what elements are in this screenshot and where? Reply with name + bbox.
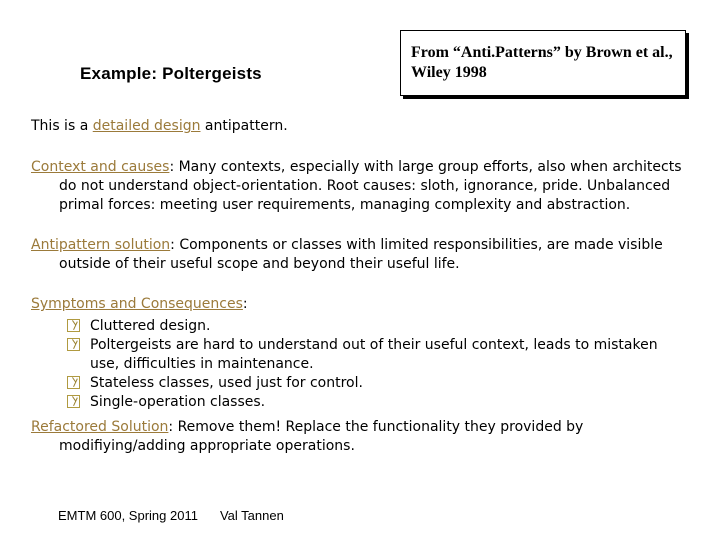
refactored-text-first: : Remove them! Replace the functionality they provided by	[168, 419, 584, 435]
context-paragraph	[31, 158, 691, 215]
checkbox-bullet-icon	[67, 319, 80, 332]
checkbox-bullet-icon	[67, 338, 80, 351]
list-item-text-first: Poltergeists are hard to understand out of their useful context, leads to mistaken	[90, 337, 658, 353]
source-citation-box	[400, 30, 686, 96]
checkbox-bullet-icon	[67, 395, 80, 408]
symptoms-heading	[31, 295, 691, 314]
antipattern-solution-link[interactable]: Antipattern solution	[31, 237, 171, 253]
footer-course: EMTM 600, Spring 2011	[58, 508, 198, 523]
list-item-text: Single-operation classes.	[90, 394, 266, 410]
symptoms-consequences-link[interactable]: Symptoms and Consequences	[31, 296, 243, 312]
list-item	[67, 374, 687, 393]
footer-author: Val Tannen	[219, 508, 284, 523]
symptoms-list	[67, 317, 687, 412]
context-text-rest: do not understand object-orientation. Root causes: sloth, ignorance, pride. Unbalanced primal forces: meeting user requirements, managing complexity and abstraction.	[59, 178, 671, 213]
refactored-solution-link[interactable]: Refactored Solution	[31, 419, 169, 435]
list-item-text: Stateless classes, used just for control.	[90, 375, 363, 391]
symptoms-colon: :	[242, 296, 248, 312]
solution-text-first: : Components or classes with limited responsibilities, are made visible	[170, 237, 663, 253]
intro-post: antipattern.	[200, 118, 288, 134]
list-item-text	[90, 337, 687, 374]
title-lead: Example:	[80, 64, 163, 83]
list-item	[67, 393, 687, 412]
list-item-text: Cluttered design.	[90, 318, 211, 334]
refactored-paragraph	[31, 418, 691, 456]
refactored-text-rest: modifiying/adding appropriate operations.	[59, 438, 355, 454]
intro-pre: This is a	[31, 118, 93, 134]
context-causes-link[interactable]: Context and causes	[31, 159, 170, 175]
checkbox-bullet-icon	[67, 376, 80, 389]
detailed-design-link[interactable]: detailed design	[92, 118, 201, 134]
title-topic: Poltergeists	[162, 64, 262, 83]
list-item	[67, 336, 687, 374]
list-item	[67, 317, 687, 336]
slide-footer	[58, 508, 306, 523]
source-citation: From “Anti.Patterns” by Brown et al., Wiley 1998	[411, 44, 673, 81]
solution-paragraph	[31, 236, 691, 274]
slide-title	[80, 64, 262, 84]
context-text-first: : Many contexts, especially with large group efforts, also when architects	[169, 159, 682, 175]
solution-text-rest: outside of their useful scope and beyond their useful life.	[59, 256, 460, 272]
intro-paragraph	[31, 117, 691, 136]
list-item-text-rest: use, difficulties in maintenance.	[90, 356, 314, 372]
